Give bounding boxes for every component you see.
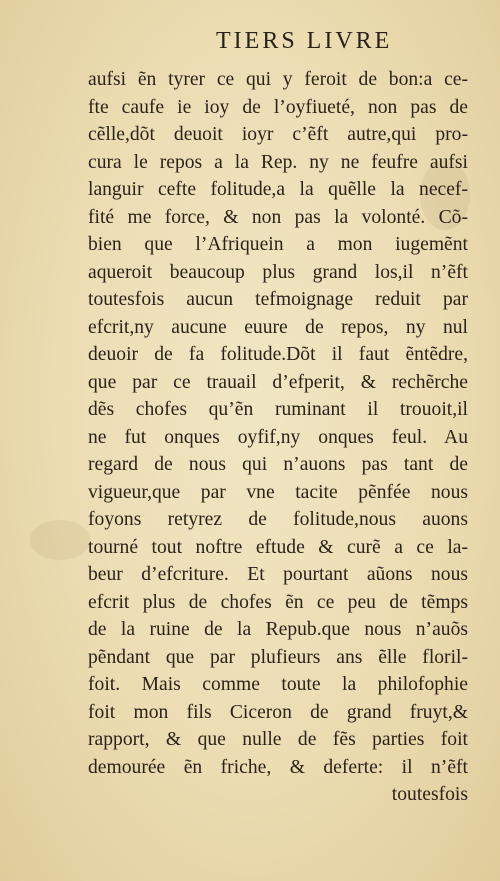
text-line: cura le repos a la Rep. ny ne feufre aufsi bbox=[88, 151, 468, 173]
text-line: tourné tout noftre eftude & curẽ a ce la- bbox=[88, 536, 468, 558]
text-line: efcrit,ny aucune euure de repos, ny nul bbox=[88, 316, 468, 338]
catchword: toutesfois bbox=[391, 784, 468, 805]
text-line: rapport, & que nulle de fẽs parties foit bbox=[88, 729, 468, 750]
page-body-text bbox=[88, 66, 468, 809]
text-line: bien que l’Afriquein a mon iugemẽnt bbox=[88, 234, 468, 255]
text-line: de la ruine de la Repub.que nous n’auõs bbox=[88, 619, 468, 640]
running-header: TIERS LIVRE bbox=[216, 28, 393, 54]
text-line: que par ce trauail d’efperit, & rechẽrche bbox=[88, 371, 468, 393]
text-line: foit. Mais comme toute la philofophie bbox=[88, 674, 468, 695]
text-line: vigueur,que par vne tacite pẽnfée nous bbox=[88, 481, 468, 503]
text-line: demourée ẽn friche, & deferte: il n’ẽft bbox=[88, 756, 468, 778]
text-line: languir cefte folitude,a la quẽlle la necef- bbox=[88, 179, 468, 200]
text-line: fte caufe ie ioy de l’oyfiueté, non pas de bbox=[88, 96, 468, 118]
text-line: fité me force, & non pas la volonté. Cõ- bbox=[88, 206, 468, 228]
text-line: aufsi ẽn tyrer ce qui y feroit de bon:a ce- bbox=[88, 69, 468, 90]
text-line: dẽs chofes qu’ẽn ruminant il trouoit,il bbox=[88, 399, 468, 420]
text-line: pẽndant que par plufieurs ans ẽlle floril- bbox=[88, 646, 468, 668]
text-line: ne fut onques oyfif,ny onques feul. Au bbox=[88, 426, 468, 448]
text-line: efcrit plus de chofes ẽn ce peu de tẽmps bbox=[88, 591, 468, 613]
text-line: deuoir de fa folitude.Dõt il faut ẽntẽdre, bbox=[88, 344, 468, 365]
text-line: aqueroit beaucoup plus grand los,il n’ẽft bbox=[88, 261, 468, 283]
text-line: regard de nous qui n’auons pas tant de bbox=[88, 454, 468, 475]
paper-stain bbox=[30, 520, 90, 560]
text-line: toutesfois aucun tefmoignage reduit par bbox=[88, 289, 468, 310]
text-line: cẽlle,dõt deuoit ioyr c’ẽft autre,qui pro- bbox=[88, 124, 468, 145]
text-line: foyons retyrez de folitude,nous auons bbox=[88, 509, 468, 530]
text-line: beur d’efcriture. Et pourtant aũons nous bbox=[88, 564, 468, 585]
text-line: foit mon fils Ciceron de grand fruyt,& bbox=[88, 701, 468, 723]
